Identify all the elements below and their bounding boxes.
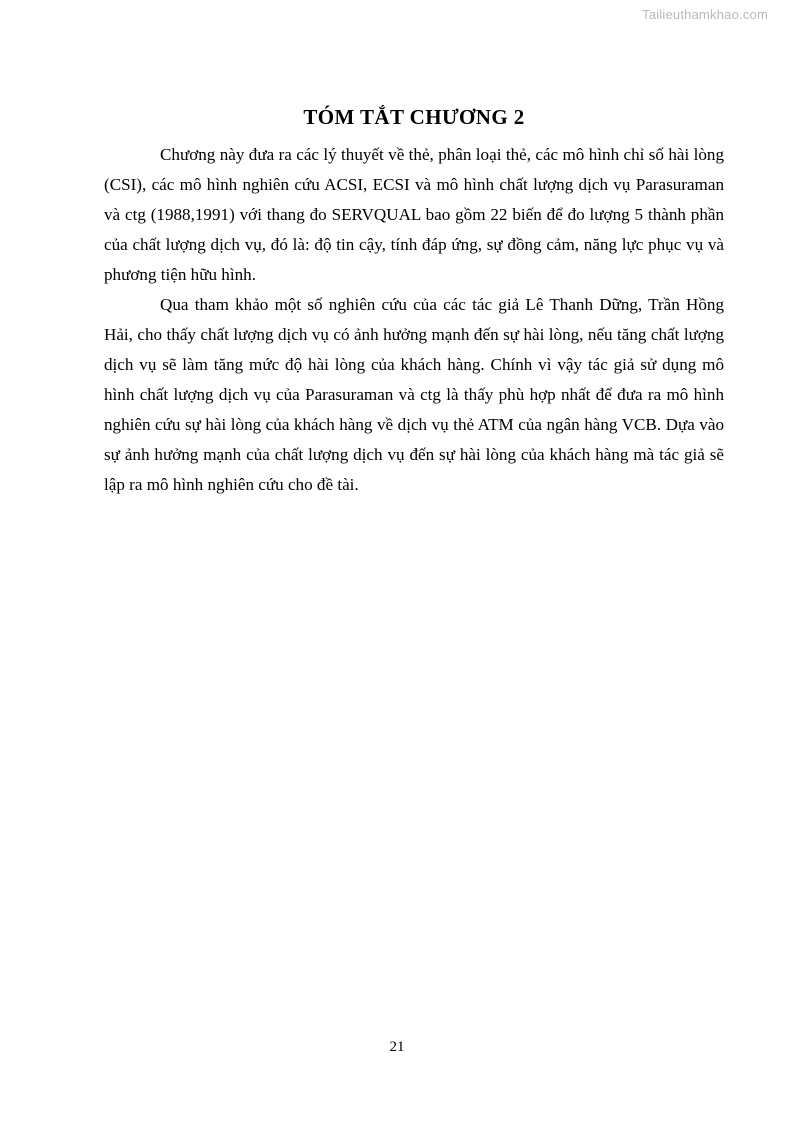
paragraph-summary-theory: Chương này đưa ra các lý thuyết về thẻ, phân loại thẻ, các mô hình chỉ số hài lòng (CSI), các mô hình nghiên cứu ACSI, ECSI và mô hình chất lượng dịch vụ Parasuraman và ctg (1988,1991) với thang đo SERVQUAL bao gồm 22 biến để đo lượng 5 thành phần của chất lượng dịch vụ, đó là: độ tin cậy, tính đáp ứng, sự đồng cảm, năng lực phục vụ và phương tiện hữu hình. bbox=[104, 145, 724, 285]
page-title: TÓM TẮT CHƯƠNG 2 bbox=[303, 105, 525, 129]
site-watermark: Tailieuthamkhao.com bbox=[642, 7, 768, 22]
paragraph-summary-research: Qua tham khảo một số nghiên cứu của các tác giả Lê Thanh Dững, Trần Hồng Hải, cho thấy chất lượng dịch vụ có ảnh hưởng mạnh đến sự hài lòng, nếu tăng chất lượng dịch vụ sẽ làm tăng mức độ hài lòng của khách hàng. Chính vì vậy tác giả sử dụng mô hình chất lượng dịch vụ của Parasuraman và ctg là thấy phù hợp nhất để đưa ra mô hình nghiên cứu sự hài lòng của khách hàng về dịch vụ thẻ ATM của ngân hàng VCB. Dựa vào sự ảnh hưởng mạnh của chất lượng dịch vụ đến sự hài lòng của khách hàng mà tác giả sẽ lập ra mô hình nghiên cứu cho đề tài. bbox=[104, 295, 724, 495]
page-content bbox=[104, 104, 724, 500]
page-number: 21 bbox=[389, 1039, 405, 1055]
